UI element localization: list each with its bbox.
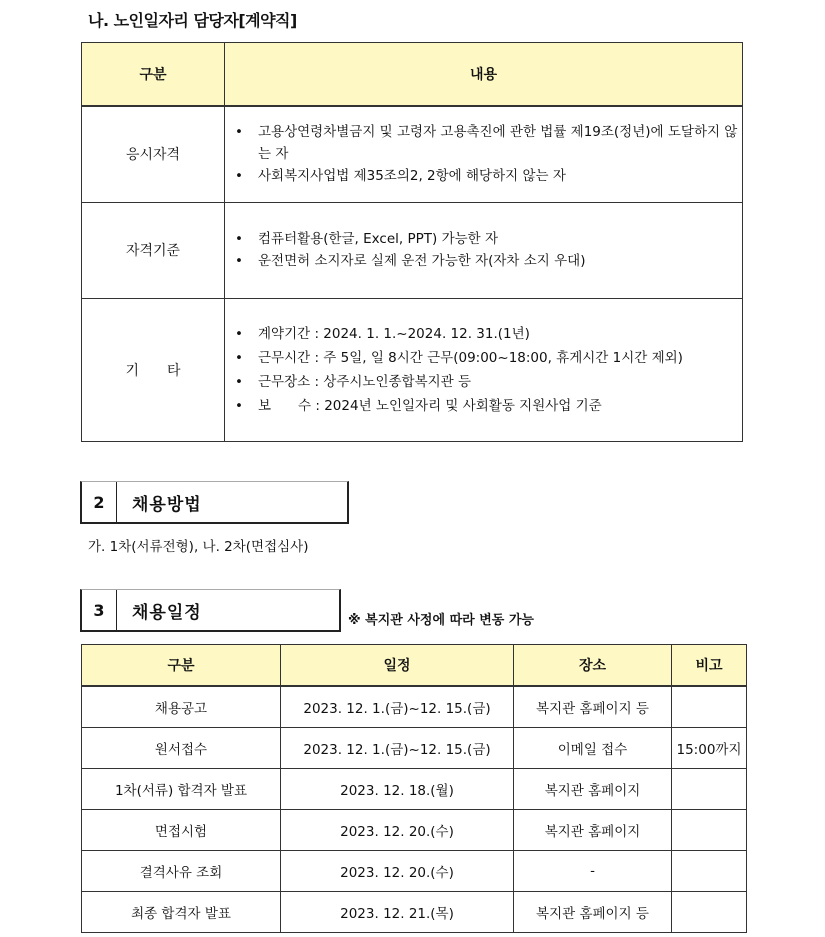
schedule-note: ※ 복지관 사정에 따라 변동 가능: [348, 613, 534, 628]
cell-remarks: 15:00까지: [672, 728, 747, 769]
row-content: [225, 298, 743, 441]
cell-category: 최종 합격자 발표: [82, 892, 281, 933]
table-row: [82, 851, 747, 892]
table-header-row: [82, 645, 747, 687]
section-title: 채용방법: [132, 494, 202, 515]
list-item: • 운전면허 소지자로 실제 운전 가능한 자(자차 소지 우대): [231, 250, 742, 272]
list-item: • 사회복지사업법 제35조의2, 2항에 해당하지 않는 자: [231, 165, 742, 187]
section-3-heading: [80, 589, 341, 632]
cell-category: 1차(서류) 합격자 발표: [82, 769, 281, 810]
header-date: 일정: [281, 645, 514, 687]
recruitment-method-text: 가. 1차(서류전형), 나. 2차(면접심사): [88, 539, 309, 555]
cell-location: 이메일 접수: [514, 728, 672, 769]
cell-remarks: [672, 851, 747, 892]
list-item: • 컴퓨터활용(한글, Excel, PPT) 가능한 자: [231, 228, 742, 250]
table-row: [82, 810, 747, 851]
table-row: [82, 728, 747, 769]
cell-location: 복지관 홈페이지: [514, 769, 672, 810]
section-na-title: 나. 노인일자리 담당자[계약직]: [88, 11, 297, 30]
schedule-table: [81, 644, 747, 933]
header-category: 구분: [82, 645, 281, 687]
cell-date: 2023. 12. 1.(금)~12. 15.(금): [281, 686, 514, 728]
cell-date: 2023. 12. 20.(수): [281, 851, 514, 892]
cell-remarks: [672, 686, 747, 728]
cell-remarks: [672, 769, 747, 810]
cell-date: 2023. 12. 18.(월): [281, 769, 514, 810]
cell-date: 2023. 12. 1.(금)~12. 15.(금): [281, 728, 514, 769]
table-header-row: [82, 43, 743, 107]
header-content: 내용: [225, 43, 743, 107]
list-item: • 근무시간 : 주 5일, 일 8시간 근무(09:00~18:00, 휴게시간 1시간 제외): [231, 346, 742, 370]
header-remarks: 비고: [672, 645, 747, 687]
header-category: 구분: [82, 43, 225, 107]
list-item: • 고용상연령차별금지 및 고령자 고용촉진에 관한 법률 제19조(정년)에 도달하지 않는 자: [231, 121, 742, 165]
cell-remarks: [672, 810, 747, 851]
cell-category: 면접시험: [82, 810, 281, 851]
cell-date: 2023. 12. 21.(목): [281, 892, 514, 933]
cell-location: 복지관 홈페이지 등: [514, 686, 672, 728]
table-row: [82, 769, 747, 810]
list-item: • 보 수 : 2024년 노인일자리 및 사회활동 지원사업 기준: [231, 394, 742, 418]
section-number: 3: [82, 590, 117, 630]
section-number: 2: [82, 482, 117, 522]
table-row: [82, 298, 743, 441]
section-title: 채용일정: [132, 602, 202, 623]
row-category: 응시자격: [82, 106, 225, 202]
header-location: 장소: [514, 645, 672, 687]
table-row: [82, 202, 743, 298]
row-content: [225, 202, 743, 298]
cell-location: -: [514, 851, 672, 892]
table-row: [82, 892, 747, 933]
row-category: 자격기준: [82, 202, 225, 298]
cell-location: 복지관 홈페이지 등: [514, 892, 672, 933]
cell-remarks: [672, 892, 747, 933]
section-2-heading: [80, 481, 349, 524]
cell-location: 복지관 홈페이지: [514, 810, 672, 851]
cell-date: 2023. 12. 20.(수): [281, 810, 514, 851]
list-item: • 근무장소 : 상주시노인종합복지관 등: [231, 370, 742, 394]
row-category: 기 타: [82, 298, 225, 441]
requirements-table: [81, 42, 743, 442]
cell-category: 원서접수: [82, 728, 281, 769]
table-row: [82, 106, 743, 202]
cell-category: 채용공고: [82, 686, 281, 728]
row-content: [225, 106, 743, 202]
list-item: • 계약기간 : 2024. 1. 1.~2024. 12. 31.(1년): [231, 322, 742, 346]
table-row: [82, 686, 747, 728]
cell-category: 결격사유 조회: [82, 851, 281, 892]
